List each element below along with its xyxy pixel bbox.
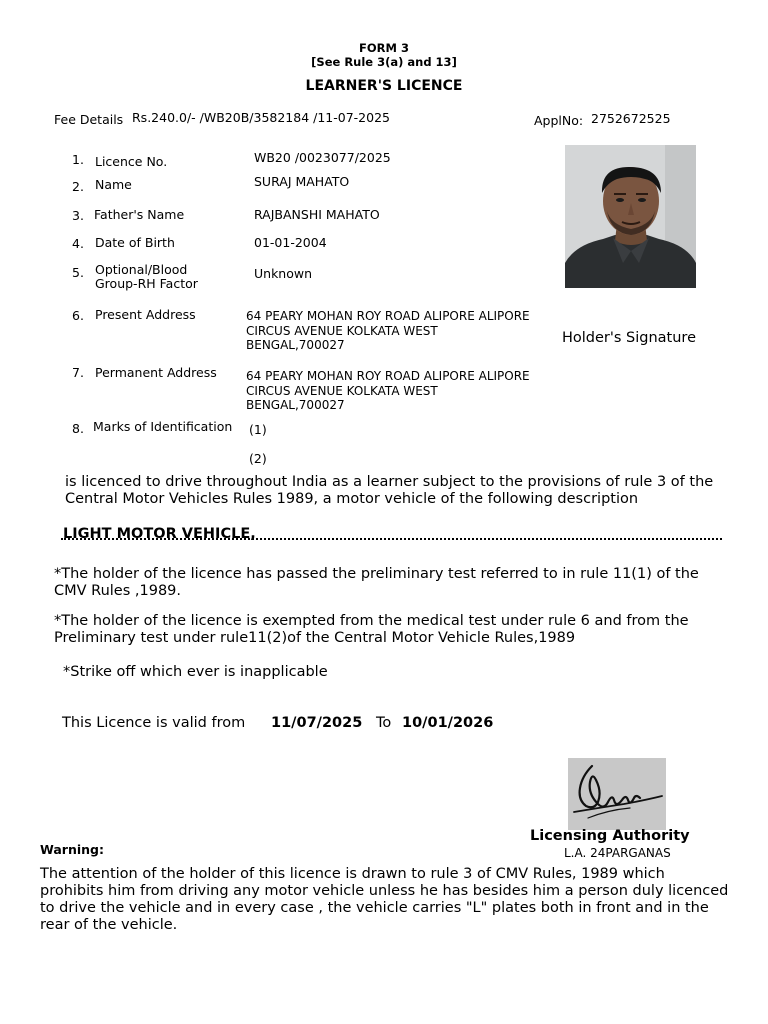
present-address-label: Present Address [95, 307, 196, 322]
validity-prefix: This Licence is valid from [62, 715, 246, 731]
appl-no-label: ApplNo: [534, 113, 584, 128]
licence-no-label: Licence No. [95, 154, 168, 169]
rule-reference: [See Rule 3(a) and 13] [311, 55, 457, 69]
valid-to-date: 10/01/2026 [402, 715, 494, 731]
valid-from-date: 11/07/2025 [271, 715, 363, 731]
present-address-value: 64 PEARY MOHAN ROY ROAD ALIPORE ALIPORE CIRCUS AVENUE KOLKATA WEST BENGAL,700027 [246, 309, 530, 352]
fathers-name-label: Father's Name [94, 207, 185, 222]
field-number: 2. [72, 179, 84, 194]
blood-group-value: Unknown [254, 266, 313, 281]
authority-signature-image [568, 758, 666, 830]
permanent-address-value: 64 PEARY MOHAN ROY ROAD ALIPORE ALIPORE CIRCUS AVENUE KOLKATA WEST BENGAL,700027 [246, 369, 530, 412]
permanent-address-label: Permanent Address [95, 365, 217, 380]
name-label: Name [95, 177, 132, 192]
fathers-name-value: RAJBANSHI MAHATO [254, 207, 380, 222]
fee-details-label: Fee Details [54, 112, 124, 127]
vehicle-class: LIGHT MOTOR VEHICLE, [63, 526, 256, 542]
field-number: 7. [72, 365, 84, 380]
licensing-authority-office: L.A. 24PARGANAS [564, 846, 671, 860]
warning-text: The attention of the holder of this licence is drawn to rule 3 of CMV Rules, 1989 which prohibits him from driving any motor vehicle unless he has besides him a person duly licenced to drive the vehicle and in every case , the vehicle carries "L" plates both in front and in the rear of the vehicle. [40, 866, 729, 933]
note-strike-off: *Strike off which ever is inapplicable [63, 664, 328, 680]
dob-label: Date of Birth [95, 235, 175, 250]
field-number: 4. [72, 236, 84, 251]
holder-photo [565, 145, 696, 288]
identification-marks-label: Marks of Identification [93, 419, 233, 434]
field-number: 8. [72, 421, 84, 436]
licensing-authority-title: Licensing Authority [530, 828, 690, 844]
holders-signature-label: Holder's Signature [562, 330, 696, 346]
field-number: 6. [72, 308, 84, 323]
document-title: LEARNER'S LICENCE [305, 78, 463, 94]
dob-value: 01-01-2004 [254, 235, 327, 250]
field-number: 1. [72, 152, 84, 167]
licence-statement: is licenced to drive throughout India as a learner subject to the provisions of rule 3 of the Central Motor Vehicles Rules 1989, a motor vehicle of the following description [65, 474, 714, 507]
note-medical-exemption: *The holder of the licence is exempted from the medical test under rule 6 and from the Preliminary test under rule11(2)of the Central Motor Vehicle Rules,1989 [54, 613, 689, 646]
field-number: 5. [72, 265, 84, 280]
form-number: FORM 3 [359, 41, 409, 55]
validity-to-label: To [376, 715, 392, 731]
fee-details-value: Rs.240.0/- /WB20B/3582184 /11-07-2025 [132, 110, 390, 125]
appl-no-value: 2752672525 [591, 111, 671, 126]
identification-mark-1: (1) [249, 422, 267, 437]
licence-no-value: WB20 /0023077/2025 [254, 150, 391, 165]
identification-mark-2: (2) [249, 451, 267, 466]
field-number: 3. [72, 208, 84, 223]
warning-label: Warning: [40, 842, 104, 857]
note-preliminary-test: *The holder of the licence has passed the preliminary test referred to in rule 11(1) of the CMV Rules ,1989. [54, 566, 699, 599]
name-value: SURAJ MAHATO [254, 174, 350, 189]
blood-group-label-line2: Group-RH Factor [95, 276, 198, 291]
dotted-divider [61, 538, 722, 540]
blood-group-label-line1: Optional/Blood [95, 262, 188, 277]
